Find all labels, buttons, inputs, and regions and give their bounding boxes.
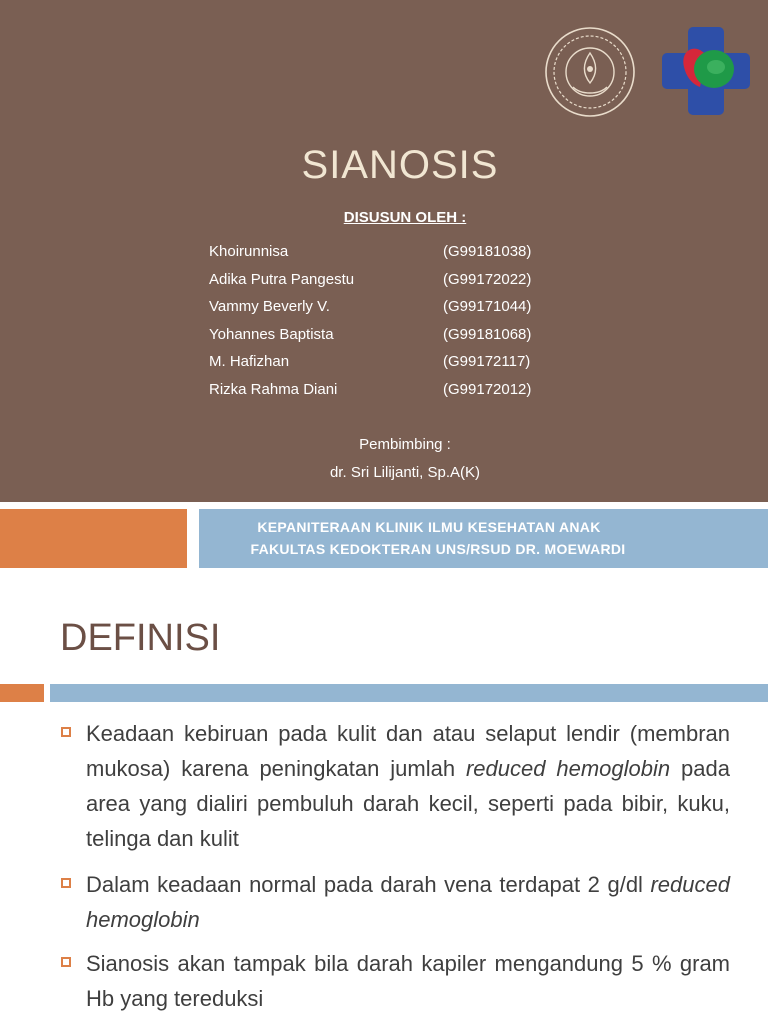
- presentation-title: SIANOSIS: [301, 143, 499, 187]
- accent-bar-orange-small: [0, 684, 44, 702]
- author-row: [209, 350, 569, 378]
- bullet-item: [61, 716, 730, 856]
- author-id: (G99181068): [443, 325, 532, 343]
- institution-banner: [199, 509, 768, 568]
- accent-bar-orange: [0, 509, 187, 568]
- bullet-item: [61, 946, 730, 1016]
- author-row: [209, 295, 569, 323]
- hospital-cross-logo-icon: [660, 25, 752, 117]
- author-id: (G99181038): [443, 243, 532, 260]
- author-name: Adika Putra Pangestu: [209, 270, 355, 288]
- accent-bar-blue: [50, 684, 768, 702]
- title-slide: [0, 0, 768, 502]
- author-name: Rizka Rahma Diani: [209, 380, 338, 398]
- bullet-text: Keadaan kebiruan pada kulit dan atau selaput lendir (membran mukosa) karena peningkatan jumlah reduced hemoglobin pada area yang dialiri pembuluh darah kecil, seperti pada bibir, kuku, telinga dan kulit: [86, 721, 730, 851]
- author-name: Vammy Beverly V.: [209, 298, 330, 316]
- author-row: [209, 378, 569, 406]
- author-row: [209, 240, 569, 268]
- author-name: Khoirunnisa: [209, 243, 289, 260]
- author-row: [209, 323, 569, 351]
- author-list: [209, 240, 569, 406]
- author-id: (G99172012): [443, 380, 532, 398]
- supervisor-name: dr. Sri Lilijanti, Sp.A(K): [329, 464, 481, 481]
- bullet-text: Sianosis akan tampak bila darah kapiler mengandung 5 % gram Hb yang tereduksi: [86, 951, 730, 1011]
- institution-line-1: KEPANITERAAN KLINIK ILMU KESEHATAN ANAK: [257, 519, 601, 535]
- university-seal-icon: [543, 25, 637, 119]
- author-id: (G99172022): [443, 270, 532, 288]
- section-title: DEFINISI: [60, 617, 221, 659]
- author-name: M. Hafizhan: [209, 353, 290, 371]
- author-id: (G99171044): [443, 298, 532, 316]
- square-bullet-icon: [61, 957, 71, 967]
- author-row: [209, 268, 569, 296]
- supervisor-label: Pembimbing :: [359, 436, 451, 453]
- bullet-text: Dalam keadaan normal pada darah vena terdapat 2 g/dl reduced hemoglobin: [86, 872, 730, 932]
- author-name: Yohannes Baptista: [209, 325, 334, 343]
- square-bullet-icon: [61, 878, 71, 888]
- compiled-by-heading: DISUSUN OLEH :: [343, 209, 467, 226]
- institution-line-2: FAKULTAS KEDOKTERAN UNS/RSUD DR. MOEWARDI: [250, 541, 626, 557]
- bullet-item: [61, 867, 730, 937]
- square-bullet-icon: [61, 727, 71, 737]
- author-id: (G99172117): [443, 353, 531, 371]
